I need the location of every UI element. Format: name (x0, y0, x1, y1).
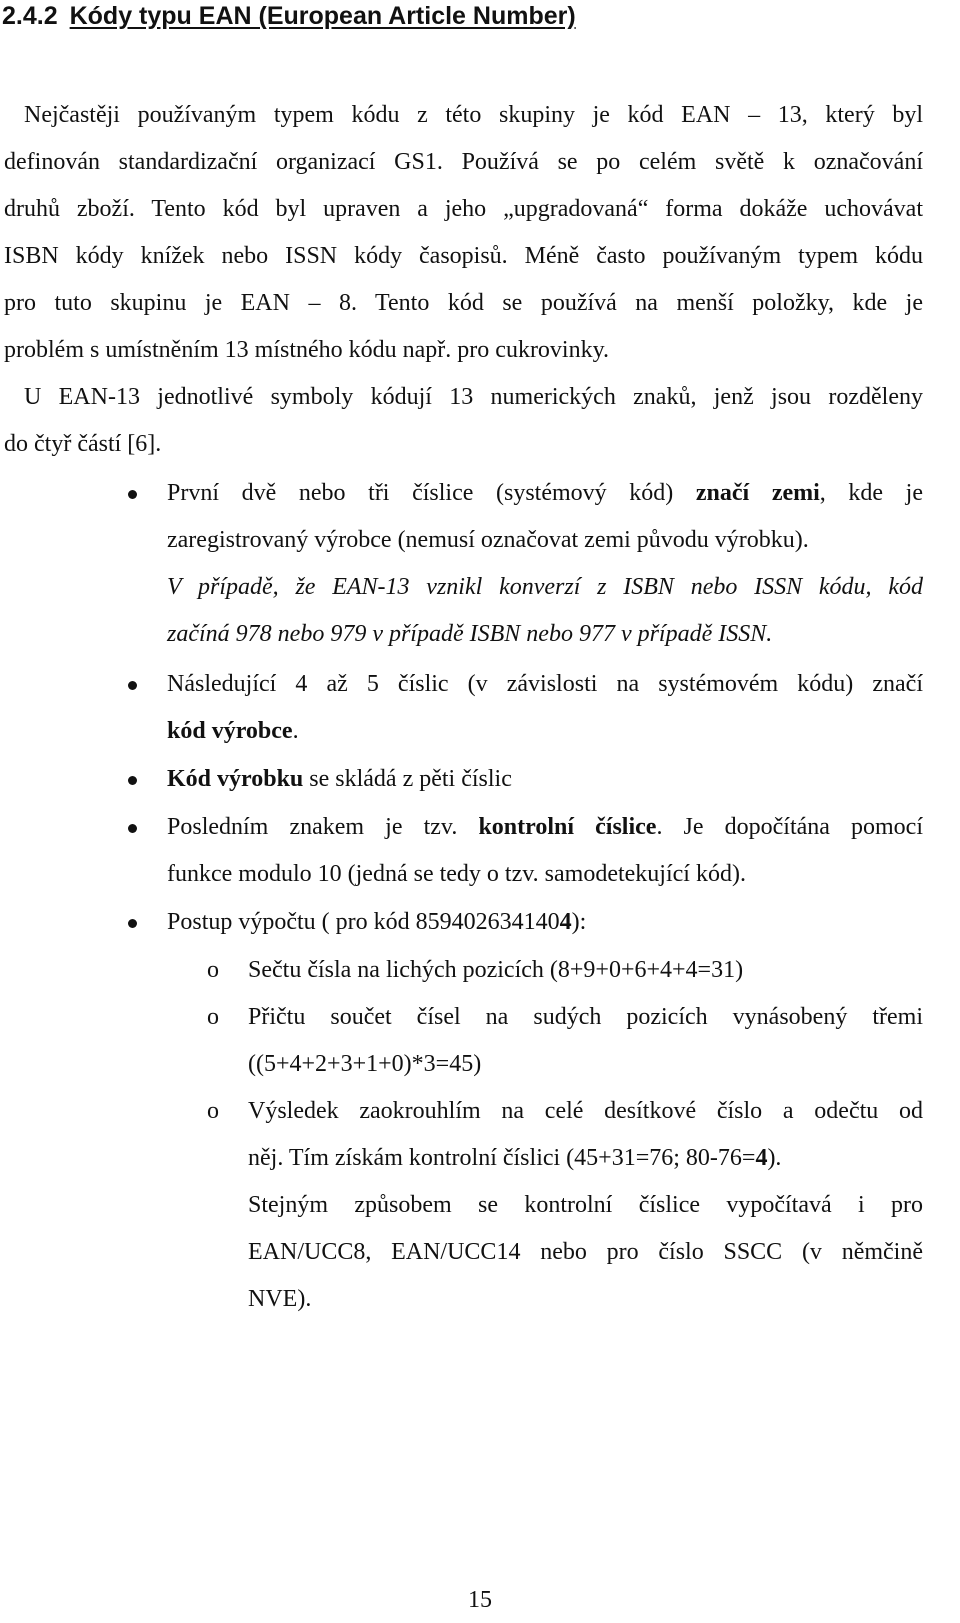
bullet-icon (128, 681, 137, 690)
bullet-icon (128, 919, 137, 928)
sub3-line-3: Stejným způsobem se kontrolní číslice vypočítavá i pro (248, 1192, 923, 1218)
section-number: 2.4.2 (2, 2, 58, 30)
bullet2-line-1: Následující 4 až 5 číslic (v závislosti na systémovém kódu) značí (167, 671, 923, 697)
section-heading (2, 0, 576, 32)
intro-line-4: ISBN kódy knížek nebo ISSN kódy časopisů. Méně často používaným typem kódu (4, 243, 923, 269)
bullet3-line-1 (167, 764, 512, 794)
bullet2-line-2 (167, 716, 299, 746)
bullet1-line-4 (167, 619, 772, 649)
sub3-text-c: ). (767, 1145, 782, 1171)
sub2-line-2: ((5+4+2+3+1+0)*3=45) (248, 1051, 482, 1077)
sub3-text-a: něj. Tím získám kontrolní číslici (45+31=76; 80-76= (248, 1145, 756, 1171)
bullet5-text-c: ): (571, 909, 587, 935)
bullet1-text-c: , kde je (819, 480, 923, 506)
sub2-line-1: Přičtu součet čísel na sudých pozicích vynásobený třemi (248, 1004, 923, 1030)
bullet-icon (128, 490, 137, 499)
intro-line-6: problém s umístněním 13 místného kódu např. pro cukrovinky. (4, 337, 610, 363)
sub3-bold: 4 (755, 1145, 768, 1171)
intro-line-1: Nejčastěji používaným typem kódu z této skupiny je kód EAN – 13, který byl (24, 102, 923, 128)
bullet5-bold: 4 (559, 909, 572, 935)
sub-bullet-marker: o (207, 957, 219, 983)
bullet2-period: . (292, 718, 299, 744)
bullet4-line-1 (167, 812, 923, 842)
bullet3-bold: Kód výrobku (167, 766, 304, 792)
page-number: 15 (468, 1587, 492, 1613)
sub3-line-4: EAN/UCC8, EAN/UCC14 nebo pro číslo SSCC (v němčině (248, 1239, 923, 1265)
bullet-icon (128, 776, 137, 785)
bullet1-line-3 (167, 572, 923, 602)
bullet2-bold: kód výrobce (167, 718, 293, 744)
sub3-line-1: Výsledek zaokrouhlím na celé desítkové číslo a odečtu od (248, 1098, 923, 1124)
bullet1-bold: značí zemi (695, 480, 820, 506)
section-title: Kódy typu EAN (European Article Number) (69, 2, 576, 30)
bullet3-text: se skládá z pěti číslic (303, 766, 512, 792)
intro-line-5: pro tuto skupinu je EAN – 8. Tento kód se používá na menší položky, kde je (4, 290, 923, 316)
bullet5-line-1 (167, 907, 586, 937)
para2-line-1: U EAN-13 jednotlivé symboly kódují 13 numerických znaků, jenž jsou rozděleny (24, 384, 923, 410)
bullet1-italic-4: začíná 978 nebo 979 v případě ISBN nebo 977 v případě ISSN. (167, 621, 773, 647)
intro-line-2: definován standardizační organizací GS1. Používá se po celém světě k označování (4, 149, 923, 175)
intro-line-3: druhů zboží. Tento kód byl upraven a jeho „upgradovaná“ forma dokáže uchovávat (4, 196, 923, 222)
sub-bullet-marker: o (207, 1004, 219, 1030)
bullet4-line-2: funkce modulo 10 (jedná se tedy o tzv. samodetekující kód). (167, 861, 746, 887)
bullet1-line-2: zaregistrovaný výrobce (nemusí označovat zemi původu výrobku). (167, 527, 809, 553)
bullet1-line-1 (167, 478, 923, 508)
bullet4-text-a: Posledním znakem je tzv. (167, 814, 479, 840)
sub-bullet-marker: o (207, 1098, 219, 1124)
bullet5-text-a: Postup výpočtu ( pro kód 859402634140 (167, 909, 560, 935)
bullet1-text-a: První dvě nebo tři číslice (systémový kód) (167, 480, 696, 506)
sub3-line-2 (248, 1143, 781, 1173)
sub1-line-1: Sečtu čísla na lichých pozicích (8+9+0+6+4+4=31) (248, 957, 744, 983)
bullet4-bold: kontrolní číslice (478, 814, 657, 840)
bullet4-text-c: . Je dopočítána pomocí (656, 814, 923, 840)
sub3-line-5: NVE). (248, 1286, 312, 1312)
para2-line-2: do čtyř částí [6]. (4, 431, 162, 457)
bullet-icon (128, 824, 137, 833)
bullet1-italic-3: V případě, že EAN-13 vznikl konverzí z ISBN nebo ISSN kódu, kód (167, 574, 923, 600)
